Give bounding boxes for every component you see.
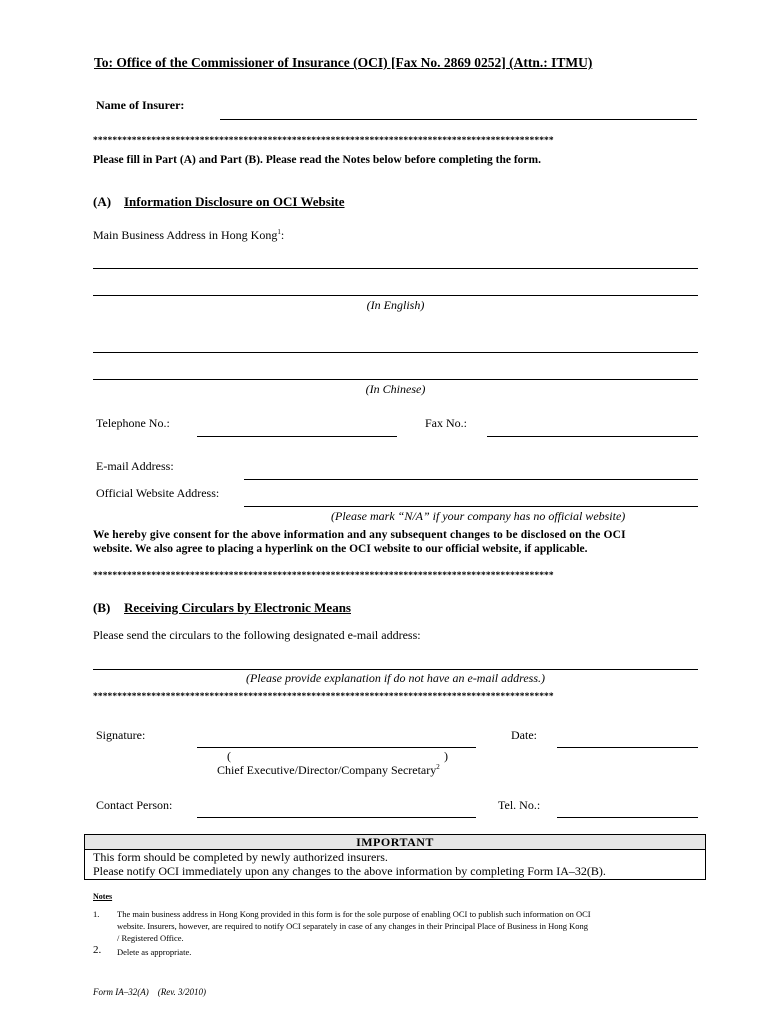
- consent-line-2: website. We also agree to placing a hyperlink on the OCI website to our official website, if applicable.: [93, 543, 588, 555]
- signatory-footnote-ref: 2: [436, 763, 440, 771]
- address-label-wrap: [93, 228, 284, 243]
- important-line-2: Please notify OCI immediately upon any changes to the above information by completing Form IA–32(B).: [93, 864, 606, 878]
- part-a-letter: (A): [93, 194, 112, 209]
- note-1-line-2: website. Insurers, however, are required to notify OCI separately in case of any changes in their Principal Place of Business in Hong Kong: [117, 921, 589, 931]
- part-a-heading: Information Disclosure on OCI Website: [124, 194, 345, 209]
- separator-bottom: ***********************************************************************************************: [93, 692, 554, 702]
- email-field[interactable]: [244, 479, 698, 480]
- telephone-field[interactable]: [197, 436, 397, 437]
- in-english-caption: (In English): [366, 298, 425, 312]
- telephone-label: Telephone No.:: [96, 416, 170, 430]
- signature-field[interactable]: [197, 747, 476, 748]
- contact-person-field[interactable]: [197, 817, 476, 818]
- important-heading: IMPORTANT: [85, 835, 705, 850]
- email-label: E-mail Address:: [96, 459, 174, 473]
- note-1-line-3: / Registered Office.: [117, 933, 184, 943]
- date-field[interactable]: [557, 747, 698, 748]
- part-b-letter: (B): [93, 600, 111, 615]
- instruction-text: Please fill in Part (A) and Part (B). Please read the Notes below before completing the form.: [93, 154, 541, 166]
- important-line-1: This form should be completed by newly authorized insurers.: [93, 850, 388, 864]
- note-2-number: 2.: [93, 944, 102, 956]
- note-2-line-1: Delete as appropriate.: [117, 947, 192, 957]
- signatory-title: Chief Executive/Director/Company Secretary: [217, 763, 437, 777]
- in-chinese-caption: (In Chinese): [365, 382, 426, 396]
- form-id-footer: Form IA–32(A) (Rev. 3/2010): [93, 987, 207, 997]
- paren-close: ): [444, 749, 448, 763]
- address-english-line-1[interactable]: [93, 268, 698, 269]
- address-footnote-ref: 1: [277, 228, 281, 236]
- part-b-heading: Receiving Circulars by Electronic Means: [124, 600, 351, 615]
- consent-line-1: We hereby give consent for the above information and any subsequent changes to be disclosed on the OCI: [93, 529, 626, 541]
- address-chinese-line-2[interactable]: [93, 379, 698, 380]
- fax-label: Fax No.:: [425, 416, 467, 430]
- address-label: Main Business Address in Hong Kong: [93, 228, 278, 242]
- fax-field[interactable]: [487, 436, 698, 437]
- website-label: Official Website Address:: [96, 486, 220, 500]
- part-b-instruction: Please send the circulars to the following designated e-mail address:: [93, 628, 421, 642]
- paren-open: (: [227, 749, 231, 763]
- part-b-note: (Please provide explanation if do not have an e-mail address.): [245, 671, 546, 685]
- note-1-number: 1.: [93, 909, 100, 919]
- note-1: [117, 908, 702, 944]
- address-english-line-2[interactable]: [93, 295, 698, 296]
- address-chinese-line-1[interactable]: [93, 352, 698, 353]
- website-field[interactable]: [244, 506, 698, 507]
- signatory-title-wrap: [217, 763, 440, 778]
- signature-label: Signature:: [96, 728, 146, 742]
- notes-heading: Notes: [93, 892, 113, 901]
- page-title: To: Office of the Commissioner of Insurance (OCI) [Fax No. 2869 0252] (Attn.: ITMU): [94, 55, 593, 70]
- separator-middle: ***********************************************************************************************: [93, 571, 554, 581]
- separator-top: ***********************************************************************************************: [93, 136, 554, 146]
- date-label: Date:: [511, 728, 537, 742]
- insurer-name-field[interactable]: [220, 119, 697, 120]
- important-box: [84, 834, 706, 880]
- contact-person-label: Contact Person:: [96, 798, 173, 812]
- tel-label: Tel. No.:: [498, 798, 541, 812]
- circular-email-field[interactable]: [93, 669, 698, 670]
- address-colon: :: [280, 228, 285, 242]
- tel-field[interactable]: [557, 817, 698, 818]
- insurer-name-label: Name of Insurer:: [96, 98, 185, 112]
- note-1-line-1: The main business address in Hong Kong provided in this form is for the sole purpose of enabling OCI to publish such information on OCI: [117, 909, 591, 919]
- website-note: (Please mark “N/A” if your company has no official website): [331, 509, 626, 523]
